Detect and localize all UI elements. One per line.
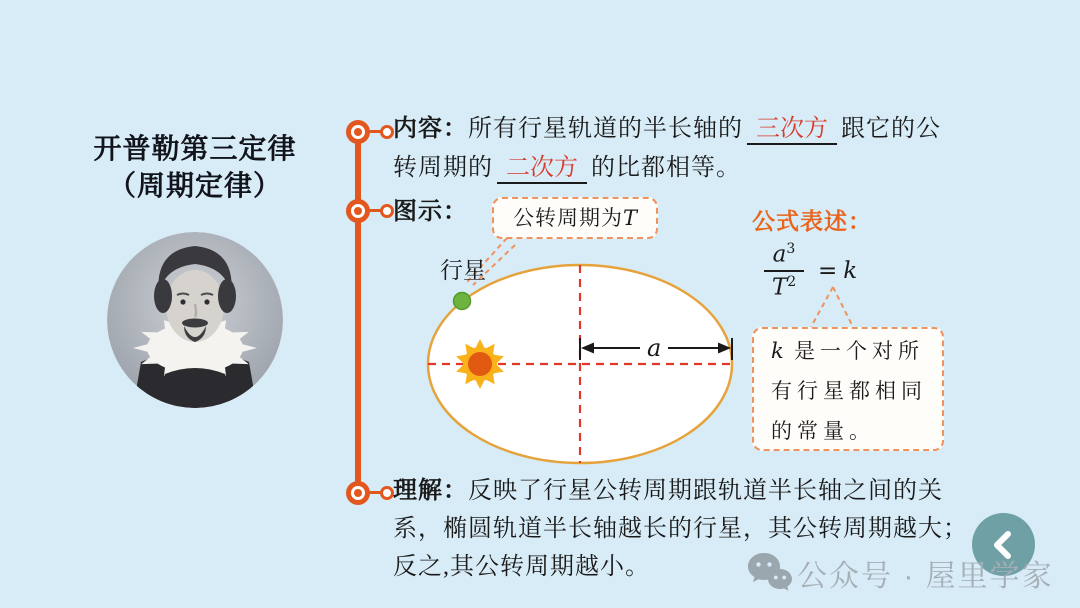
content-line2: 转周期的 二次方 的比都相等。 bbox=[393, 153, 741, 184]
planet-dot bbox=[454, 293, 471, 310]
constant-k: k bbox=[843, 257, 858, 284]
understanding-line3: 反之,其公转周期越小。 bbox=[393, 554, 650, 580]
watermark-text: 公众号 · 屋里学家 bbox=[797, 560, 1054, 593]
a-label: a bbox=[647, 334, 662, 362]
wechat-icon bbox=[744, 547, 794, 597]
k-note-bubble: k 是一个对所 有行星都相同 的常量。 bbox=[752, 327, 944, 451]
formula-heading: 公式表述： bbox=[752, 208, 872, 234]
understanding-line1: 理解：反映了行星公转周期跟轨道半长轴之间的关 bbox=[393, 477, 943, 504]
diagram-section-label: 图示： bbox=[393, 198, 468, 225]
content-label: 内容： bbox=[393, 115, 468, 142]
timeline-dot-understanding bbox=[380, 486, 394, 500]
formula-fraction: $\frac{a^3}{T^2}$ bbox=[760, 241, 808, 300]
understanding-line2: 系，椭圆轨道半长轴越长的行星，其公转周期越大； bbox=[393, 516, 968, 542]
period-bubble: 公转周期为T bbox=[492, 197, 658, 239]
timeline-dot-diagram bbox=[380, 204, 394, 218]
blank-answer-cube: 三次方 bbox=[747, 115, 837, 145]
timeline-line bbox=[355, 132, 361, 493]
kepler-portrait-image bbox=[107, 232, 283, 408]
formula-expression: $\frac{a^3}{T^2}$ = k bbox=[760, 241, 857, 300]
understanding-label: 理解： bbox=[393, 477, 468, 504]
timeline-node-content bbox=[346, 120, 370, 144]
k-note-bubble-tail bbox=[805, 285, 857, 329]
timeline-node-diagram bbox=[346, 199, 370, 223]
page-title-line1: 开普勒第三定律 bbox=[93, 133, 297, 164]
page-title-line2: （周期定律） bbox=[107, 170, 282, 201]
portrait-mustache bbox=[182, 319, 208, 328]
content-line1: 内容：所有行星轨道的半长轴的 三次方 跟它的公 bbox=[393, 114, 941, 145]
timeline-dot-content bbox=[380, 125, 394, 139]
page-title bbox=[55, 130, 335, 204]
blank-answer-square: 二次方 bbox=[497, 154, 587, 184]
kepler-portrait bbox=[107, 232, 283, 408]
timeline-node-understanding bbox=[346, 481, 370, 505]
planet-label: 行星 bbox=[440, 258, 486, 283]
